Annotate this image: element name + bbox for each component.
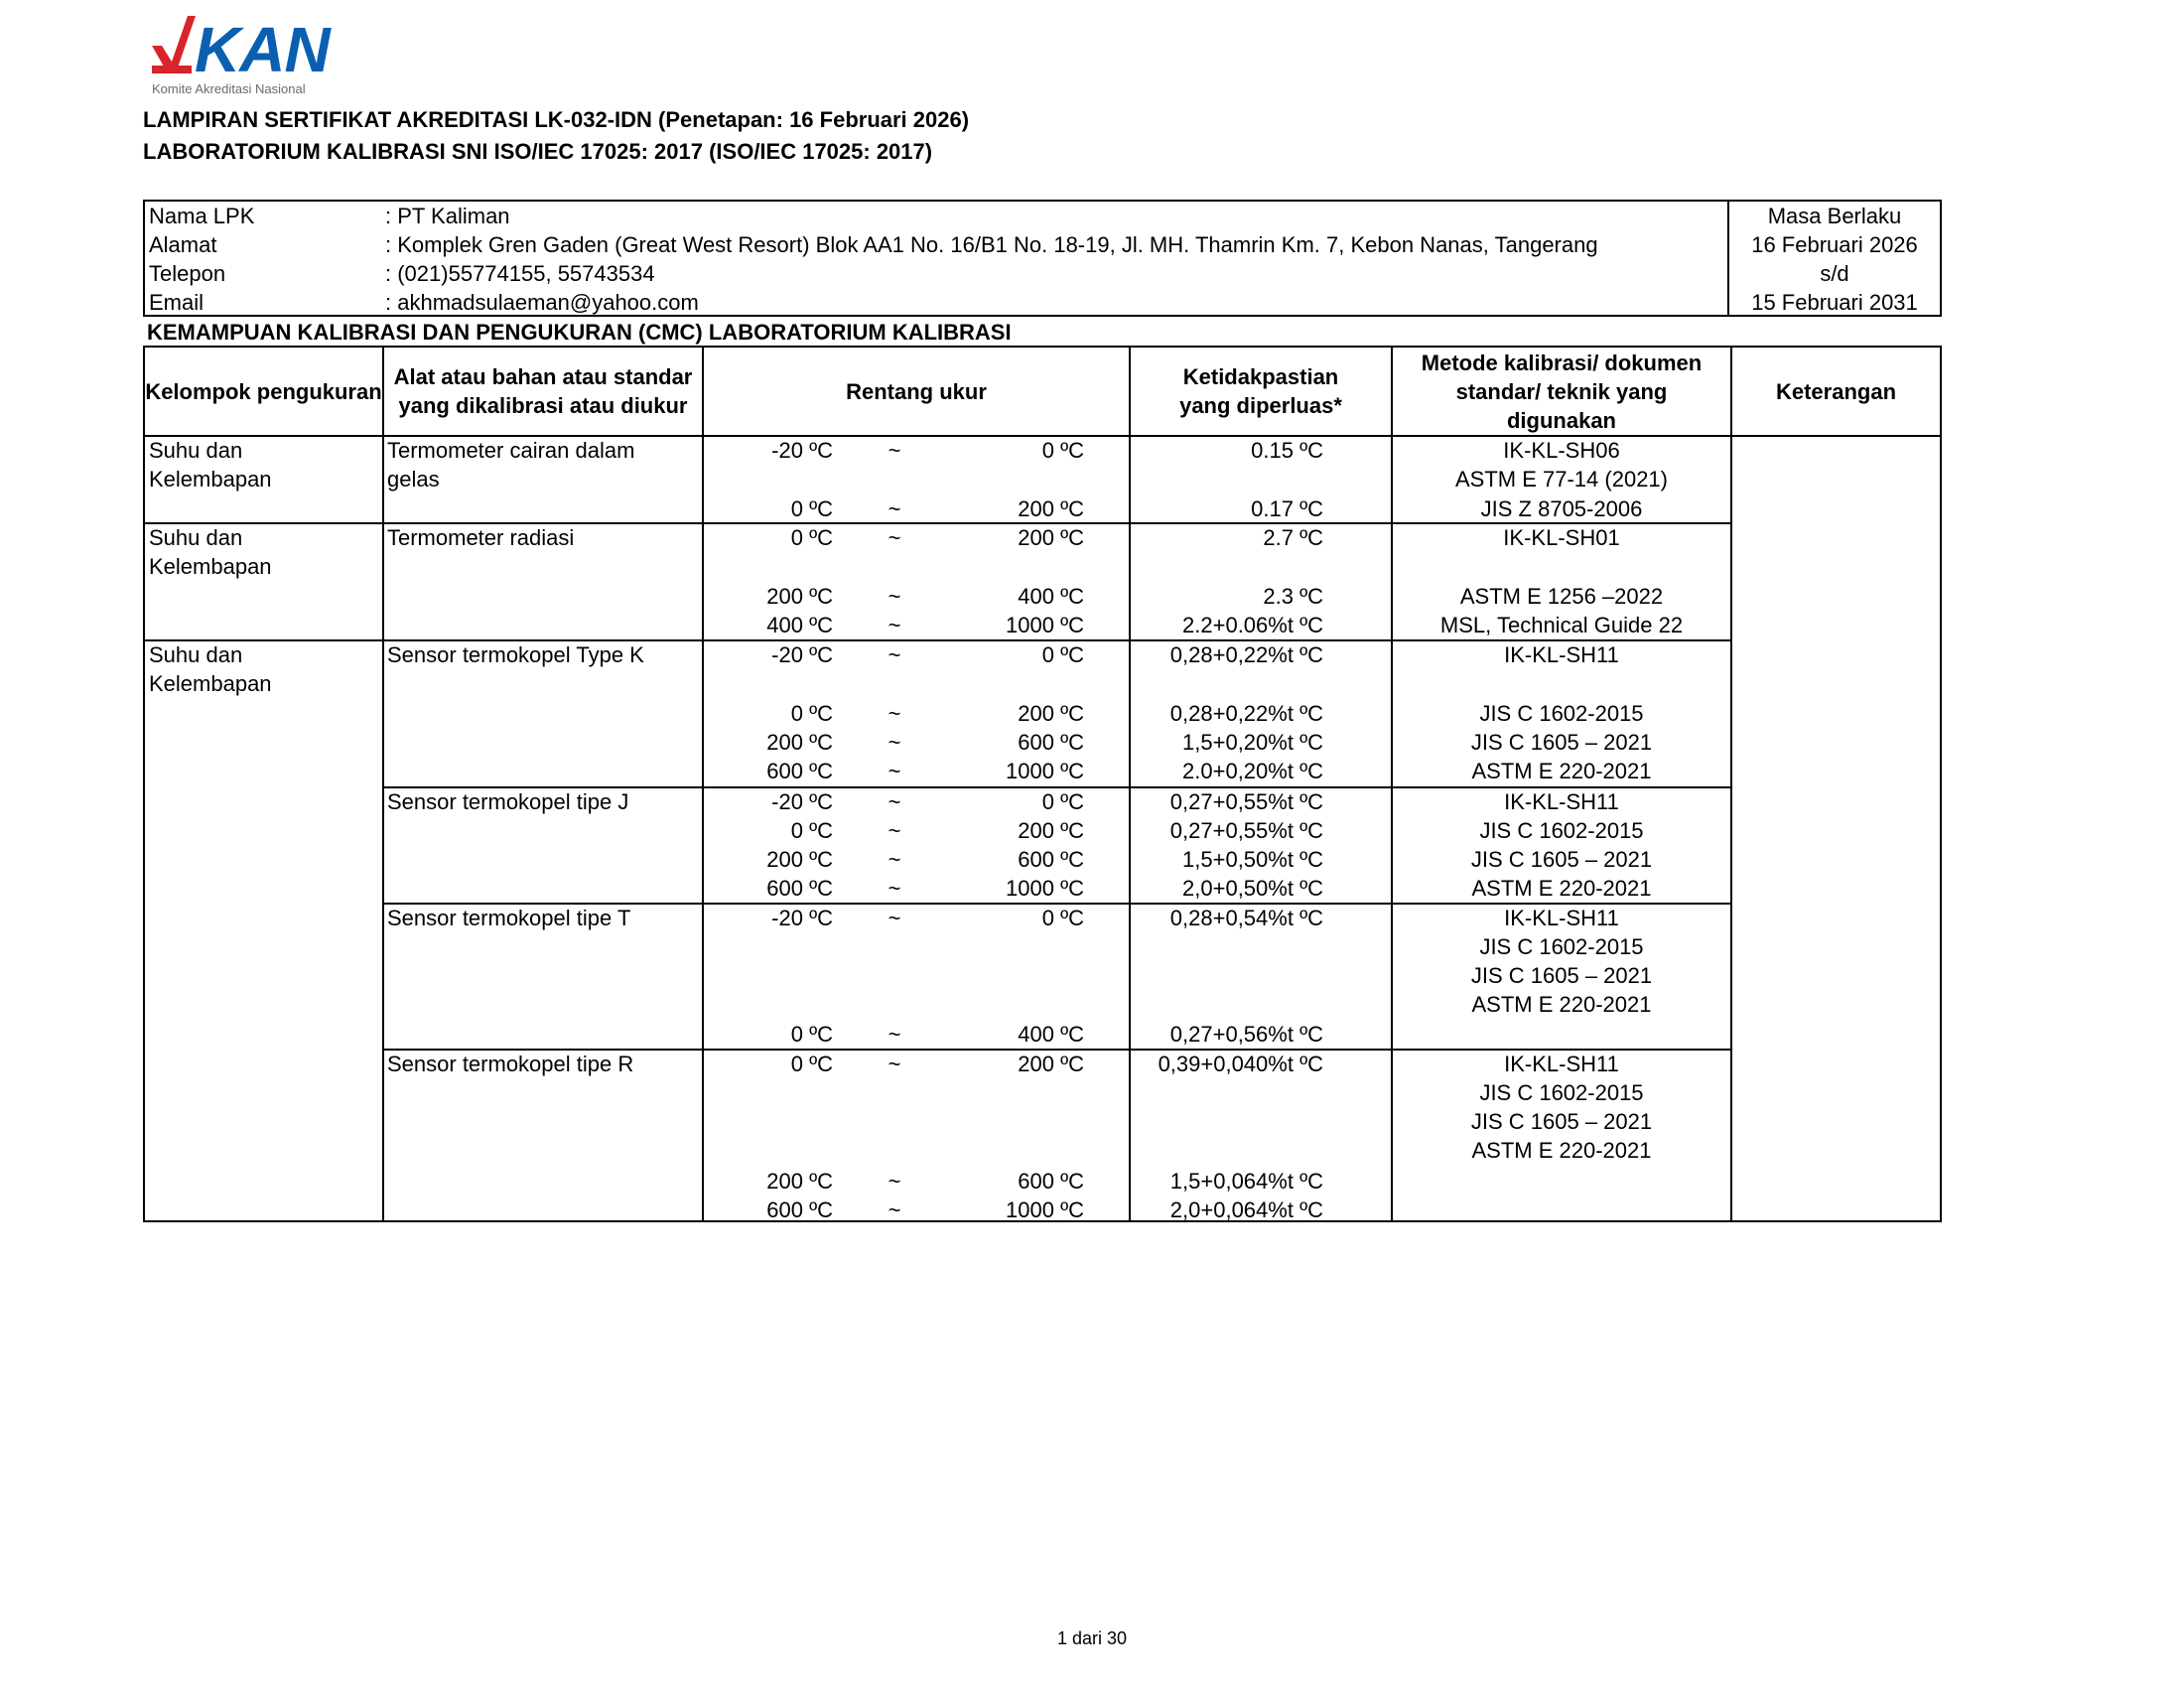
method-reference: JIS C 1602-2015 [1479, 934, 1644, 959]
range-from: 0 ºC [790, 1052, 833, 1076]
range-tilde: ~ [887, 730, 901, 755]
uncertainty-value: 2.3 ºC [1263, 584, 1323, 609]
method-reference: IK-KL-SH11 [1504, 1052, 1619, 1076]
range-tilde: ~ [887, 613, 901, 637]
range-to: 1000 ºC [1006, 1197, 1084, 1222]
range-to: 600 ºC [1018, 1169, 1084, 1194]
info-value-email: : akhmadsulaeman@yahoo.com [385, 290, 699, 315]
col-divider [382, 348, 384, 1220]
range-to: 600 ºC [1018, 847, 1084, 872]
range-from: -20 ºC [771, 642, 833, 667]
method-reference: JIS C 1605 – 2021 [1470, 1109, 1653, 1134]
range-from: 600 ºC [766, 1197, 833, 1222]
range-tilde: ~ [887, 438, 901, 463]
method-reference: ASTM E 220-2021 [1471, 876, 1652, 901]
uncertainty-value: 0.15 ºC [1251, 438, 1323, 463]
validity-end: 15 Februari 2031 [1751, 290, 1918, 315]
alat-name: Sensor termokopel tipe J [387, 789, 629, 814]
range-to: 200 ºC [1018, 1052, 1084, 1076]
range-tilde: ~ [887, 701, 901, 726]
range-to: 200 ºC [1018, 701, 1084, 726]
check-mark-icon [152, 16, 196, 77]
kelompok-line: Suhu dan [149, 642, 243, 667]
validity-label: Masa Berlaku [1767, 204, 1902, 228]
method-reference: IK-KL-SH11 [1504, 906, 1619, 930]
validity-start: 16 Februari 2026 [1751, 232, 1918, 257]
alat-name: Sensor termokopel tipe R [387, 1052, 634, 1076]
uncertainty-value: 0,27+0,55%t ºC [1169, 818, 1323, 843]
method-reference: JIS C 1602-2015 [1479, 701, 1644, 726]
header-ketidakpastian: Ketidakpastian yang diperluas* [1179, 364, 1342, 418]
range-tilde: ~ [887, 876, 901, 901]
info-value-phone: : (021)55774155, 55743534 [385, 261, 655, 286]
section-title: KEMAMPUAN KALIBRASI DAN PENGUKURAN (CMC) LABORATORIUM KALIBRASI [147, 320, 1012, 345]
uncertainty-value: 1,5+0,20%t ºC [1182, 730, 1323, 755]
kan-logo [152, 14, 341, 97]
info-label-name: Nama LPK [149, 204, 255, 228]
kelompok-line: Suhu dan [149, 438, 243, 463]
method-reference: ASTM E 1256 –2022 [1459, 584, 1664, 609]
kelompok-line: Kelembapan [149, 671, 272, 696]
method-reference: JIS C 1602-2015 [1479, 1080, 1644, 1105]
method-reference: ASTM E 220-2021 [1471, 992, 1652, 1017]
method-reference: IK-KL-SH11 [1504, 789, 1619, 814]
uncertainty-value: 2,0+0,50%t ºC [1182, 876, 1323, 901]
logo-wordmark: KAN [195, 14, 330, 85]
info-label-phone: Telepon [149, 261, 226, 286]
uncertainty-value: 0,27+0,56%t ºC [1169, 1022, 1323, 1047]
range-to: 0 ºC [1041, 789, 1084, 814]
range-from: 0 ºC [790, 525, 833, 550]
kelompok-line: Suhu dan [149, 525, 243, 550]
uncertainty-value: 2.7 ºC [1263, 525, 1323, 550]
range-tilde: ~ [887, 906, 901, 930]
uncertainty-value: 0.17 ºC [1251, 496, 1323, 521]
cmc-table [143, 346, 1942, 1222]
method-reference: JIS Z 8705-2006 [1480, 496, 1643, 521]
method-reference: IK-KL-SH11 [1504, 642, 1619, 667]
alat-name: gelas [387, 467, 440, 492]
range-to: 0 ºC [1041, 906, 1084, 930]
uncertainty-value: 0,28+0,22%t ºC [1169, 701, 1323, 726]
header-keterangan: Keterangan [1775, 378, 1897, 404]
method-reference: JIS C 1605 – 2021 [1470, 847, 1653, 872]
method-reference: JIS C 1605 – 2021 [1470, 963, 1653, 988]
info-label-email: Email [149, 290, 205, 315]
range-from: 200 ºC [766, 847, 833, 872]
range-to: 0 ºC [1041, 438, 1084, 463]
range-tilde: ~ [887, 1169, 901, 1194]
range-to: 600 ºC [1018, 730, 1084, 755]
range-from: -20 ºC [771, 438, 833, 463]
method-reference: ASTM E 77-14 (2021) [1455, 467, 1668, 492]
range-tilde: ~ [887, 818, 901, 843]
range-from: 0 ºC [790, 1022, 833, 1047]
range-from: 200 ºC [766, 584, 833, 609]
alat-name: Termometer radiasi [387, 525, 575, 550]
page-number: 1 dari 30 [1056, 1628, 1128, 1648]
range-from: 200 ºC [766, 1169, 833, 1194]
range-from: 600 ºC [766, 876, 833, 901]
alat-name: Sensor termokopel Type K [387, 642, 644, 667]
range-tilde: ~ [887, 847, 901, 872]
range-tilde: ~ [887, 1052, 901, 1076]
method-reference: JIS C 1602-2015 [1479, 818, 1644, 843]
validity-separator: s/d [1820, 261, 1849, 286]
kelompok-line: Kelembapan [149, 467, 272, 492]
header-metode: Metode kalibrasi/ dokumen standar/ teknik yang digunakan [1421, 350, 1703, 433]
lpk-info-box [143, 200, 1942, 317]
range-from: -20 ºC [771, 789, 833, 814]
col-divider [1730, 348, 1732, 1220]
info-value-address: : Komplek Gren Gaden (Great West Resort) Blok AA1 No. 16/B1 No. 18-19, Jl. MH. Thamrin Km. 7, Kebon Nanas, Tangerang [385, 232, 1598, 257]
range-to: 0 ºC [1041, 642, 1084, 667]
uncertainty-value: 0,27+0,55%t ºC [1169, 789, 1323, 814]
method-reference: ASTM E 220-2021 [1471, 1138, 1652, 1163]
uncertainty-value: 0,39+0,040%t ºC [1158, 1052, 1323, 1076]
kelompok-line: Kelembapan [149, 554, 272, 579]
range-from: 400 ºC [766, 613, 833, 637]
uncertainty-value: 2.0+0,20%t ºC [1182, 759, 1323, 783]
method-reference: ASTM E 220-2021 [1471, 759, 1652, 783]
uncertainty-value: 0,28+0,54%t ºC [1169, 906, 1323, 930]
method-reference: IK-KL-SH01 [1503, 525, 1620, 550]
info-value-name: : PT Kaliman [385, 204, 510, 228]
method-reference: IK-KL-SH06 [1503, 438, 1620, 463]
header-alat: Alat atau bahan atau standar yang dikalibrasi atau diukur [393, 364, 693, 418]
header-rentang: Rentang ukur [846, 378, 987, 404]
range-to: 400 ºC [1018, 584, 1084, 609]
range-from: 0 ºC [790, 701, 833, 726]
range-to: 1000 ºC [1006, 759, 1084, 783]
alat-name: Sensor termokopel tipe T [387, 906, 631, 930]
range-tilde: ~ [887, 525, 901, 550]
range-from: 200 ºC [766, 730, 833, 755]
uncertainty-value: 2.2+0.06%t ºC [1182, 613, 1323, 637]
document-title-line1: LAMPIRAN SERTIFIKAT AKREDITASI LK-032-IDN (Penetapan: 16 Februari 2026) [143, 107, 970, 132]
range-from: 0 ºC [790, 818, 833, 843]
range-to: 200 ºC [1018, 818, 1084, 843]
uncertainty-value: 0,28+0,22%t ºC [1169, 642, 1323, 667]
range-to: 200 ºC [1018, 525, 1084, 550]
range-from: -20 ºC [771, 906, 833, 930]
alat-name: Termometer cairan dalam [387, 438, 635, 463]
uncertainty-value: 1,5+0,064%t ºC [1169, 1169, 1323, 1194]
document-title-line2: LABORATORIUM KALIBRASI SNI ISO/IEC 17025: 2017 (ISO/IEC 17025: 2017) [143, 139, 933, 164]
range-to: 400 ºC [1018, 1022, 1084, 1047]
uncertainty-value: 2,0+0,064%t ºC [1169, 1197, 1323, 1222]
range-to: 200 ºC [1018, 496, 1084, 521]
header-kelompok: Kelompok pengukuran [145, 378, 382, 404]
range-to: 1000 ºC [1006, 613, 1084, 637]
range-tilde: ~ [887, 789, 901, 814]
range-tilde: ~ [887, 1022, 901, 1047]
method-reference: MSL, Technical Guide 22 [1439, 613, 1684, 637]
range-tilde: ~ [887, 759, 901, 783]
method-reference: JIS C 1605 – 2021 [1470, 730, 1653, 755]
uncertainty-value: 1,5+0,50%t ºC [1182, 847, 1323, 872]
range-tilde: ~ [887, 642, 901, 667]
range-from: 600 ºC [766, 759, 833, 783]
info-label-address: Alamat [149, 232, 217, 257]
range-tilde: ~ [887, 1197, 901, 1222]
range-tilde: ~ [887, 584, 901, 609]
logo-subtitle: Komite Akreditasi Nasional [152, 81, 306, 96]
range-to: 1000 ºC [1006, 876, 1084, 901]
range-from: 0 ºC [790, 496, 833, 521]
range-tilde: ~ [887, 496, 901, 521]
